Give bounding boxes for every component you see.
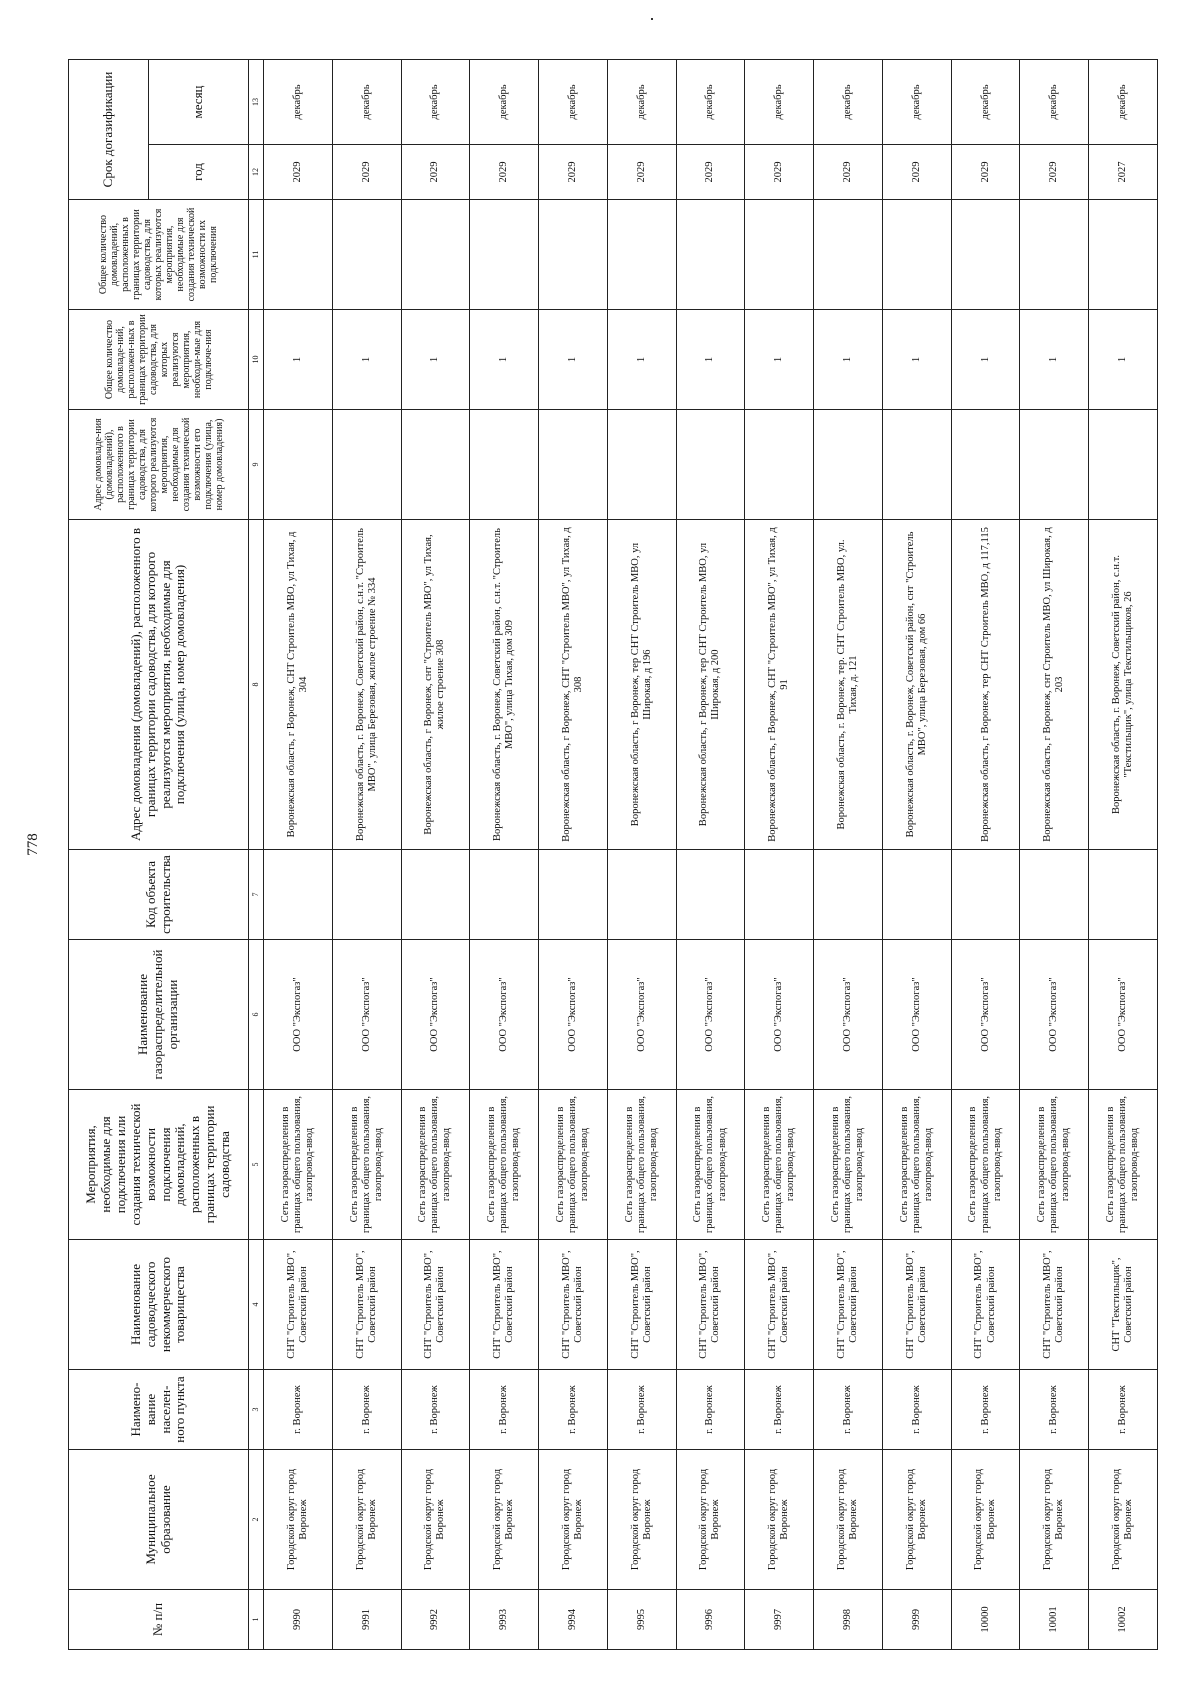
header-col7: Код объекта строительства xyxy=(69,850,249,940)
address-technical-cell xyxy=(814,410,883,520)
measure-cell: Сеть газораспределения в границах общего пользования, газопровод-ввод xyxy=(539,1090,608,1240)
month-cell: декабрь xyxy=(539,60,608,145)
municipality-cell: Городской округ город Воронеж xyxy=(470,1450,539,1590)
table-row xyxy=(676,60,745,1650)
settlement-cell: г. Воронеж xyxy=(264,1370,333,1450)
object-code-cell xyxy=(401,850,470,940)
count-connection-cell: 1 xyxy=(1089,310,1158,410)
table-row xyxy=(951,60,1020,1650)
measure-cell: Сеть газораспределения в границах общего пользования, газопровод-ввод xyxy=(332,1090,401,1240)
count-technical-cell xyxy=(470,200,539,310)
address-connection-cell: Воронежская область, г Воронеж, СНТ "Строитель МВО", ул Тихая, д 308 xyxy=(539,520,608,850)
snt-name-cell: СНТ "Строитель МВО", Советский район xyxy=(470,1240,539,1370)
year-cell: 2029 xyxy=(745,145,814,200)
column-number: 6 xyxy=(249,940,264,1090)
address-technical-cell xyxy=(676,410,745,520)
header-col5: Мероприятия, необходимые для подключения или создания технической возможности подключения домовладений, расположенных в границах территории садоводства xyxy=(69,1090,249,1240)
snt-name-cell: СНТ "Строитель МВО", Советский район xyxy=(401,1240,470,1370)
gas-organization-cell: ООО "Экспогаз" xyxy=(951,940,1020,1090)
object-code-cell xyxy=(470,850,539,940)
address-technical-cell xyxy=(1089,410,1158,520)
count-technical-cell xyxy=(264,200,333,310)
column-number: 12 xyxy=(249,145,264,200)
address-connection-cell: Воронежская область, г Воронеж, тер СНТ Строитель МВО, ул Широкая, д 196 xyxy=(607,520,676,850)
municipality-cell: Городской округ город Воронеж xyxy=(264,1450,333,1590)
measure-cell: Сеть газораспределения в границах общего пользования, газопровод-ввод xyxy=(951,1090,1020,1240)
gas-organization-cell: ООО "Экспогаз" xyxy=(1020,940,1089,1090)
header-col10: Общее количество домовладе-ний, расположен-ных в границах территории садоводства, для которых реализуются мероприятия, необходи-мые для подключе-ния xyxy=(69,310,249,410)
count-technical-cell xyxy=(1020,200,1089,310)
address-technical-cell xyxy=(745,410,814,520)
municipality-cell: Городской округ город Воронеж xyxy=(401,1450,470,1590)
count-technical-cell xyxy=(332,200,401,310)
gas-organization-cell: ООО "Экспогаз" xyxy=(745,940,814,1090)
object-code-cell xyxy=(607,850,676,940)
row-number-cell: 10000 xyxy=(951,1590,1020,1650)
object-code-cell xyxy=(332,850,401,940)
header-col3: Наимено-вание населен-ного пункта xyxy=(69,1370,249,1450)
gas-organization-cell: ООО "Экспогаз" xyxy=(676,940,745,1090)
address-connection-cell: Воронежская область, г Воронеж, снт Строитель МВО, ул Широкая, д 203 xyxy=(1020,520,1089,850)
snt-name-cell: СНТ "Строитель МВО", Советский район xyxy=(332,1240,401,1370)
header-col11: Общее количество домовладений, расположенных в границах территории садоводства, для которых реализуются мероприятия, необходимые для создания технической возможности их подключения xyxy=(69,200,249,310)
gas-organization-cell: ООО "Экспогаз" xyxy=(882,940,951,1090)
address-connection-cell: Воронежская область, г. Воронеж, тер. СНТ Строитель МВО, ул. Тихая, д. 121 xyxy=(814,520,883,850)
row-number-cell: 9990 xyxy=(264,1590,333,1650)
snt-name-cell: СНТ "Текстильщик", Советский район xyxy=(1089,1240,1158,1370)
measure-cell: Сеть газораспределения в границах общего пользования, газопровод-ввод xyxy=(676,1090,745,1240)
row-number-cell: 9998 xyxy=(814,1590,883,1650)
column-number-row xyxy=(249,60,264,1650)
address-technical-cell xyxy=(607,410,676,520)
municipality-cell: Городской округ город Воронеж xyxy=(676,1450,745,1590)
address-technical-cell xyxy=(264,410,333,520)
header-col12: год xyxy=(149,145,249,200)
municipality-cell: Городской округ город Воронеж xyxy=(745,1450,814,1590)
gas-organization-cell: ООО "Экспогаз" xyxy=(814,940,883,1090)
row-number-cell: 9991 xyxy=(332,1590,401,1650)
municipality-cell: Городской округ город Воронеж xyxy=(814,1450,883,1590)
settlement-cell: г. Воронеж xyxy=(814,1370,883,1450)
row-number-cell: 10002 xyxy=(1089,1590,1158,1650)
count-connection-cell: 1 xyxy=(607,310,676,410)
gas-organization-cell: ООО "Экспогаз" xyxy=(1089,940,1158,1090)
count-connection-cell: 1 xyxy=(676,310,745,410)
municipality-cell: Городской округ город Воронеж xyxy=(539,1450,608,1590)
column-number: 8 xyxy=(249,520,264,850)
snt-name-cell: СНТ "Строитель МВО", Советский район xyxy=(676,1240,745,1370)
year-cell: 2029 xyxy=(607,145,676,200)
column-number: 2 xyxy=(249,1450,264,1590)
header-col13: месяц xyxy=(149,60,249,145)
snt-name-cell: СНТ "Строитель МВО", Советский район xyxy=(264,1240,333,1370)
address-technical-cell xyxy=(470,410,539,520)
object-code-cell xyxy=(814,850,883,940)
count-technical-cell xyxy=(882,200,951,310)
count-connection-cell: 1 xyxy=(401,310,470,410)
row-number-cell: 9994 xyxy=(539,1590,608,1650)
year-cell: 2029 xyxy=(1020,145,1089,200)
municipality-cell: Городской округ город Воронеж xyxy=(951,1450,1020,1590)
gas-organization-cell: ООО "Экспогаз" xyxy=(332,940,401,1090)
snt-name-cell: СНТ "Строитель МВО", Советский район xyxy=(607,1240,676,1370)
gasification-table xyxy=(68,59,1158,1650)
municipality-cell: Городской округ город Воронеж xyxy=(882,1450,951,1590)
snt-name-cell: СНТ "Строитель МВО", Советский район xyxy=(882,1240,951,1370)
year-cell: 2029 xyxy=(951,145,1020,200)
address-connection-cell: Воронежская область, г. Воронеж, Советский район, с.н.т. "Строитель МВО", улица Березовая, жилое строение № 334 xyxy=(332,520,401,850)
settlement-cell: г. Воронеж xyxy=(1089,1370,1158,1450)
object-code-cell xyxy=(1089,850,1158,940)
settlement-cell: г. Воронеж xyxy=(470,1370,539,1450)
year-cell: 2029 xyxy=(676,145,745,200)
address-connection-cell: Воронежская область, г Воронеж, СНТ Строитель МВО, ул Тихая, д 304 xyxy=(264,520,333,850)
row-number-cell: 9997 xyxy=(745,1590,814,1650)
settlement-cell: г. Воронеж xyxy=(676,1370,745,1450)
year-cell: 2029 xyxy=(539,145,608,200)
gas-organization-cell: ООО "Экспогаз" xyxy=(607,940,676,1090)
count-technical-cell xyxy=(951,200,1020,310)
count-technical-cell xyxy=(607,200,676,310)
column-number: 11 xyxy=(249,200,264,310)
count-connection-cell: 1 xyxy=(745,310,814,410)
snt-name-cell: СНТ "Строитель МВО", Советский район xyxy=(1020,1240,1089,1370)
month-cell: декабрь xyxy=(882,60,951,145)
month-cell: декабрь xyxy=(814,60,883,145)
address-connection-cell: Воронежская область, г. Воронеж, Советский район, с.н.т. "Текстильщик", улица Текстильщиков, 26 xyxy=(1089,520,1158,850)
address-connection-cell: Воронежская область, г. Воронеж, Советский район, с.н.т. "Строитель МВО", улица Тихая, дом 309 xyxy=(470,520,539,850)
object-code-cell xyxy=(676,850,745,940)
header-col2: Муниципальное образование xyxy=(69,1450,249,1590)
settlement-cell: г. Воронеж xyxy=(401,1370,470,1450)
year-cell: 2029 xyxy=(332,145,401,200)
gas-organization-cell: ООО "Экспогаз" xyxy=(539,940,608,1090)
table-row xyxy=(745,60,814,1650)
object-code-cell xyxy=(882,850,951,940)
count-connection-cell: 1 xyxy=(951,310,1020,410)
count-connection-cell: 1 xyxy=(264,310,333,410)
row-number-cell: 10001 xyxy=(1020,1590,1089,1650)
month-cell: декабрь xyxy=(676,60,745,145)
address-technical-cell xyxy=(332,410,401,520)
settlement-cell: г. Воронеж xyxy=(745,1370,814,1450)
count-connection-cell: 1 xyxy=(1020,310,1089,410)
count-connection-cell: 1 xyxy=(332,310,401,410)
header-col4: Наименование садоводческого некоммерческого товарищества xyxy=(69,1240,249,1370)
table-row xyxy=(264,60,333,1650)
address-connection-cell: Воронежская область, г Воронеж, снт "Строитель МВО", ул Тихая, жилое строение 308 xyxy=(401,520,470,850)
table-row xyxy=(607,60,676,1650)
settlement-cell: г. Воронеж xyxy=(882,1370,951,1450)
row-number-cell: 9995 xyxy=(607,1590,676,1650)
header-col6: Наименование газораспределительной организации xyxy=(69,940,249,1090)
count-technical-cell xyxy=(1089,200,1158,310)
count-connection-cell: 1 xyxy=(882,310,951,410)
table-row xyxy=(814,60,883,1650)
count-connection-cell: 1 xyxy=(470,310,539,410)
row-number-cell: 9996 xyxy=(676,1590,745,1650)
month-cell: декабрь xyxy=(951,60,1020,145)
municipality-cell: Городской округ город Воронеж xyxy=(1089,1450,1158,1590)
gas-organization-cell: ООО "Экспогаз" xyxy=(264,940,333,1090)
address-connection-cell: Воронежская область, г Воронеж, тер СНТ Строитель МВО, ул Широкая, д 200 xyxy=(676,520,745,850)
year-cell: 2029 xyxy=(470,145,539,200)
count-technical-cell xyxy=(539,200,608,310)
table-row xyxy=(1089,60,1158,1650)
address-technical-cell xyxy=(951,410,1020,520)
object-code-cell xyxy=(1020,850,1089,940)
snt-name-cell: СНТ "Строитель МВО", Советский район xyxy=(539,1240,608,1370)
measure-cell: Сеть газораспределения в границах общего пользования, газопровод-ввод xyxy=(264,1090,333,1240)
snt-name-cell: СНТ "Строитель МВО", Советский район xyxy=(745,1240,814,1370)
object-code-cell xyxy=(745,850,814,940)
month-cell: декабрь xyxy=(1020,60,1089,145)
count-connection-cell: 1 xyxy=(814,310,883,410)
count-technical-cell xyxy=(676,200,745,310)
gas-organization-cell: ООО "Экспогаз" xyxy=(470,940,539,1090)
year-cell: 2029 xyxy=(882,145,951,200)
count-technical-cell xyxy=(814,200,883,310)
month-cell: декабрь xyxy=(1089,60,1158,145)
count-technical-cell xyxy=(401,200,470,310)
object-code-cell xyxy=(264,850,333,940)
settlement-cell: г. Воронеж xyxy=(1020,1370,1089,1450)
year-cell: 2029 xyxy=(264,145,333,200)
column-number: 5 xyxy=(249,1090,264,1240)
column-number: 10 xyxy=(249,310,264,410)
header-col9: Адрес домовладе-ния (домовладений), расположенного в границах территории садоводства, для которого реализуются мероприятия, необходимые для создания технической возможности его подключения (улица, номер домовладения) xyxy=(69,410,249,520)
row-number-cell: 9999 xyxy=(882,1590,951,1650)
measure-cell: Сеть газораспределения в границах общего пользования, газопровод-ввод xyxy=(401,1090,470,1240)
table-row xyxy=(882,60,951,1650)
address-connection-cell: Воронежская область, г Воронеж, СНТ "Строитель МВО", ул Тихая, д 91 xyxy=(745,520,814,850)
page-number: 778 xyxy=(24,833,41,856)
year-cell: 2029 xyxy=(401,145,470,200)
header-period-group: Срок догазификации xyxy=(69,60,149,200)
table-row xyxy=(1020,60,1089,1650)
row-number-cell: 9993 xyxy=(470,1590,539,1650)
table-row xyxy=(470,60,539,1650)
object-code-cell xyxy=(539,850,608,940)
address-connection-cell: Воронежская область, г. Воронеж, Советский район, снт "Строитель МВО", улица Березовая, дом 66 xyxy=(882,520,951,850)
column-number: 13 xyxy=(249,60,264,145)
year-cell: 2027 xyxy=(1089,145,1158,200)
measure-cell: Сеть газораспределения в границах общего пользования, газопровод-ввод xyxy=(745,1090,814,1240)
municipality-cell: Городской округ город Воронеж xyxy=(607,1450,676,1590)
measure-cell: Сеть газораспределения в границах общего пользования, газопровод-ввод xyxy=(607,1090,676,1240)
column-number: 7 xyxy=(249,850,264,940)
settlement-cell: г. Воронеж xyxy=(332,1370,401,1450)
row-number-cell: 9992 xyxy=(401,1590,470,1650)
month-cell: декабрь xyxy=(745,60,814,145)
table-row xyxy=(401,60,470,1650)
snt-name-cell: СНТ "Строитель МВО", Советский район xyxy=(951,1240,1020,1370)
settlement-cell: г. Воронеж xyxy=(539,1370,608,1450)
address-technical-cell xyxy=(401,410,470,520)
address-connection-cell: Воронежская область, г Воронеж, тер СНТ Строитель МВО, д 117,115 xyxy=(951,520,1020,850)
column-number: 3 xyxy=(249,1370,264,1450)
measure-cell: Сеть газораспределения в границах общего пользования, газопровод-ввод xyxy=(814,1090,883,1240)
month-cell: декабрь xyxy=(264,60,333,145)
address-technical-cell xyxy=(1020,410,1089,520)
measure-cell: Сеть газораспределения в границах общего пользования, газопровод-ввод xyxy=(882,1090,951,1240)
column-number: 1 xyxy=(249,1590,264,1650)
settlement-cell: г. Воронеж xyxy=(951,1370,1020,1450)
header-col8: Адрес домовладения (домовладений), расположенного в границах территории садоводства, для которого реализуются мероприятия, необходимые для подключения (улица, номер домовладения) xyxy=(69,520,249,850)
table-row xyxy=(332,60,401,1650)
month-cell: декабрь xyxy=(332,60,401,145)
measure-cell: Сеть газораспределения в границах общего пользования, газопровод-ввод xyxy=(1020,1090,1089,1240)
address-technical-cell xyxy=(539,410,608,520)
settlement-cell: г. Воронеж xyxy=(607,1370,676,1450)
snt-name-cell: СНТ "Строитель МВО", Советский район xyxy=(814,1240,883,1370)
month-cell: декабрь xyxy=(401,60,470,145)
measure-cell: Сеть газораспределения в границах общего пользования, газопровод-ввод xyxy=(1089,1090,1158,1240)
count-connection-cell: 1 xyxy=(539,310,608,410)
object-code-cell xyxy=(951,850,1020,940)
month-cell: декабрь xyxy=(470,60,539,145)
table-row xyxy=(539,60,608,1650)
header-col1: № п/п xyxy=(69,1590,249,1650)
column-number: 4 xyxy=(249,1240,264,1370)
year-cell: 2029 xyxy=(814,145,883,200)
measure-cell: Сеть газораспределения в границах общего пользования, газопровод-ввод xyxy=(470,1090,539,1240)
month-cell: декабрь xyxy=(607,60,676,145)
municipality-cell: Городской округ город Воронеж xyxy=(1020,1450,1089,1590)
count-technical-cell xyxy=(745,200,814,310)
column-number: 9 xyxy=(249,410,264,520)
gas-organization-cell: ООО "Экспогаз" xyxy=(401,940,470,1090)
address-technical-cell xyxy=(882,410,951,520)
table-rotated-container xyxy=(68,60,1158,1650)
municipality-cell: Городской округ город Воронеж xyxy=(332,1450,401,1590)
